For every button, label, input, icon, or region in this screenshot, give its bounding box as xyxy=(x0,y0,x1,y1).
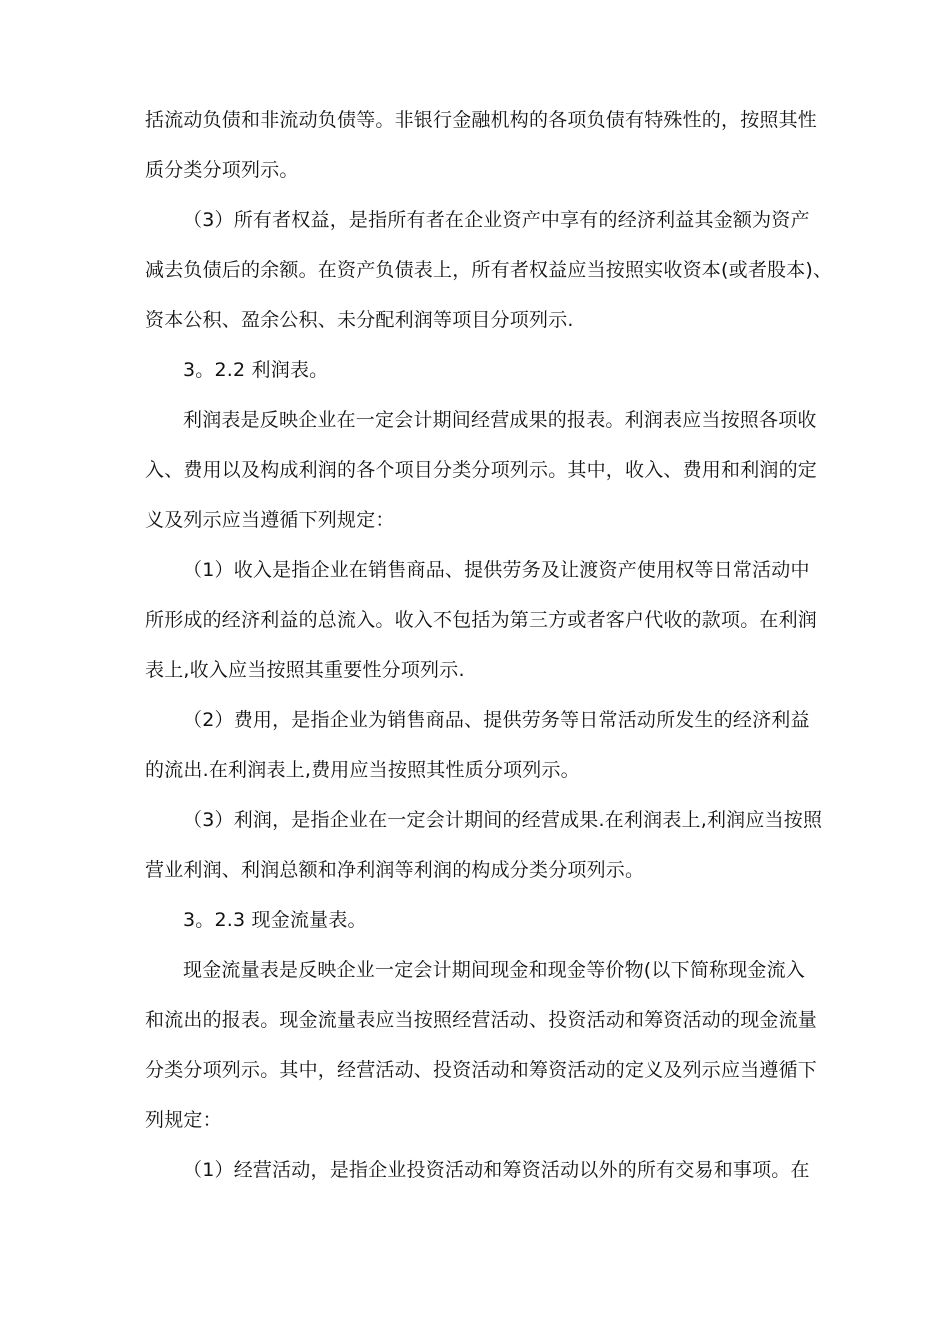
body-text-line: 列规定： xyxy=(145,1109,222,1131)
body-text-line: 质分类分项列示。 xyxy=(145,159,299,181)
body-text-line: 营业利润、利润总额和净利润等利润的构成分类分项列示。 xyxy=(145,859,645,881)
body-text-line: 分类分项列示。其中，经营活动、投资活动和筹资活动的定义及列示应当遵循下 xyxy=(145,1059,818,1081)
body-text-line: （1）收入是指企业在销售商品、提供劳务及让渡资产使用权等日常活动中 xyxy=(183,559,810,581)
body-text-line: 减去负债后的余额。在资产负债表上，所有者权益应当按照实收资本(或者股本)、 xyxy=(145,259,833,281)
body-text-line: （1）经营活动，是指企业投资活动和筹资活动以外的所有交易和事项。在 xyxy=(183,1159,810,1181)
body-text-line: 括流动负债和非流动负债等。非银行金融机构的各项负债有特殊性的，按照其性 xyxy=(145,109,818,131)
body-text-line: 义及列示应当遵循下列规定： xyxy=(145,509,395,531)
body-text-line: （2）费用，是指企业为销售商品、提供劳务等日常活动所发生的经济利益 xyxy=(183,709,810,731)
body-text-line: 资本公积、盈余公积、未分配利润等项目分项列示. xyxy=(145,309,574,331)
body-text-line: 所形成的经济利益的总流入。收入不包括为第三方或者客户代收的款项。在利润 xyxy=(145,609,818,631)
section-heading: 3。2.3 现金流量表。 xyxy=(183,909,367,931)
body-text-line: （3）利润，是指企业在一定会计期间的经营成果.在利润表上,利润应当按照 xyxy=(183,809,823,831)
body-text-line: 表上,收入应当按照其重要性分项列示. xyxy=(145,659,465,681)
body-text-line: 和流出的报表。现金流量表应当按照经营活动、投资活动和筹资活动的现金流量 xyxy=(145,1009,818,1031)
body-text-line: 现金流量表是反映企业一定会计期间现金和现金等价物(以下简称现金流入 xyxy=(183,959,806,981)
body-text-line: （3）所有者权益，是指所有者在企业资产中享有的经济利益其金额为资产 xyxy=(183,209,810,231)
body-text-line: 的流出.在利润表上,费用应当按照其性质分项列示。 xyxy=(145,759,580,781)
body-text-line: 入、费用以及构成利润的各个项目分类分项列示。其中，收入、费用和利润的定 xyxy=(145,459,818,481)
body-text-line: 利润表是反映企业在一定会计期间经营成果的报表。利润表应当按照各项收 xyxy=(183,409,817,431)
section-heading: 3。2.2 利润表。 xyxy=(183,359,329,381)
